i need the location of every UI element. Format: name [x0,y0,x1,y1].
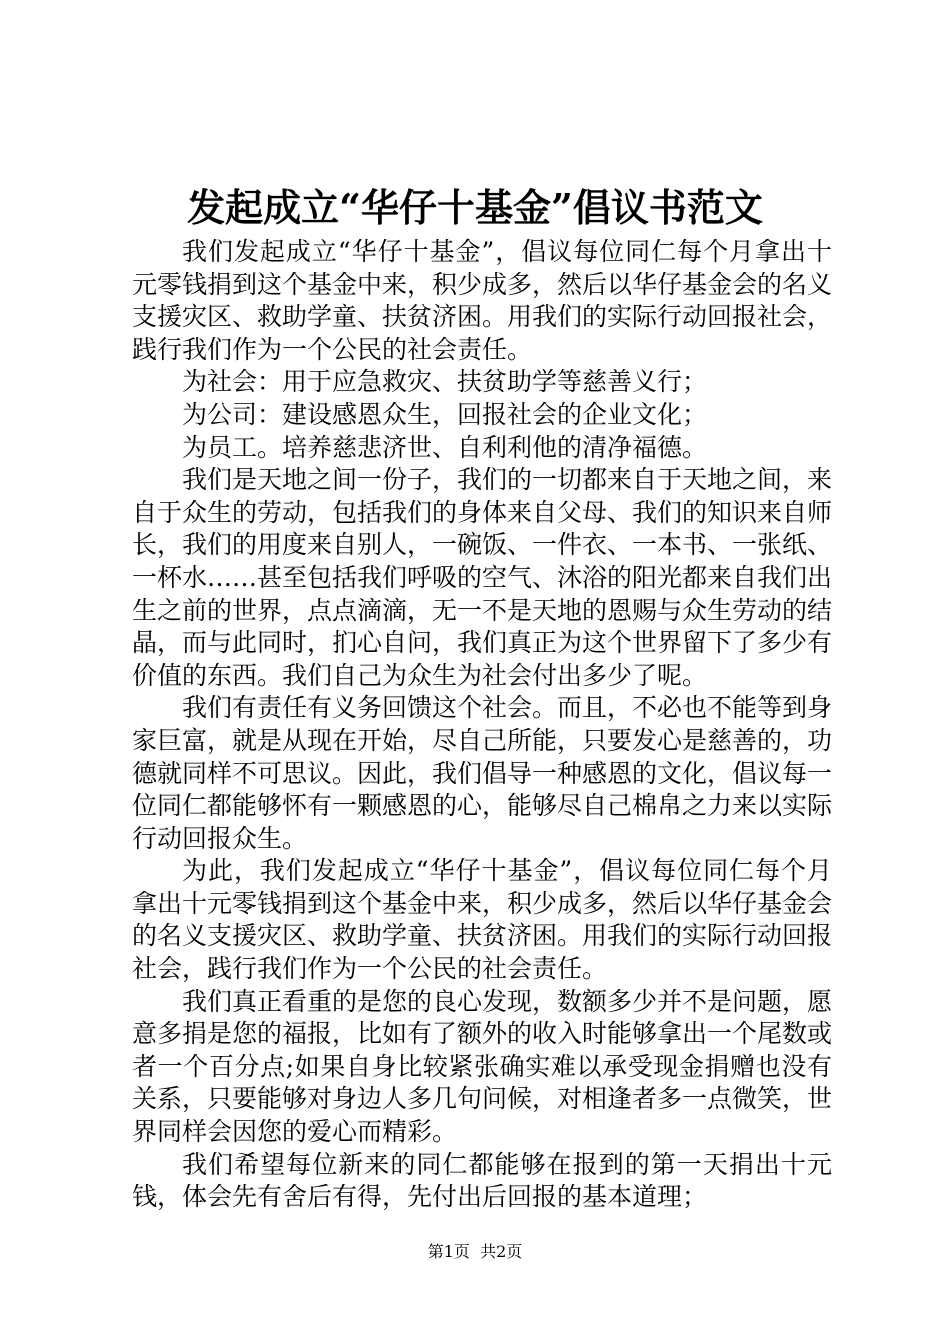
page-total: 共2页 [480,1242,523,1261]
paragraph: 我们真正看重的是您的良心发现，数额多少并不是问题，愿意多捐是您的福报，比如有了额外的收入时能够拿出一个尾数或者一个百分点;如果自身比较紧张确实难以承受现金捐赠也没有关系，只要能够对身边人多几句问候，对相逢者多一点微笑，世界同样会因您的爱心而精彩。 [132,986,833,1147]
paragraph: 我们发起成立“华仔十基金”，倡议每位同仁每个月拿出十元零钱捐到这个基金中来，积少成多，然后以华仔基金会的名义支援灾区、救助学童、扶贫济困。用我们的实际行动回报社会，践行我们作为一个公民的社会责任。 [132,237,833,364]
paragraph: 为公司：建设感恩众生，回报社会的企业文化； [182,399,708,429]
paragraph: 为社会：用于应急救灾、扶贫助学等慈善义行； [182,367,708,397]
document-title: 发起成立“华仔十基金”倡议书范文 [187,185,763,230]
paragraph: 我们有责任有义务回馈这个社会。而且，不必也不能等到身家巨富，就是从现在开始，尽自己所能，只要发心是慈善的，功德就同样不可思议。因此，我们倡导一种感恩的文化，倡议每一位同仁都能够怀有一颗感恩的心，能够尽自己棉帛之力来以实际行动回报众生。 [132,693,833,853]
document-body [132,236,832,1214]
paragraph: 为此，我们发起成立“华仔十基金”，倡议每位同仁每个月拿出十元零钱捐到这个基金中来，积少成多，然后以华仔基金会的名义支援灾区、救助学童、扶贫济困。用我们的实际行动回报社会，践行我们作为一个公民的社会责任。 [132,856,833,984]
paragraph: 我们希望每位新来的同仁都能够在报到的第一天捐出十元钱，体会先有舍后有得，先付出后回报的基本道理； [132,1149,832,1212]
page-footer [0,1242,950,1262]
page-number: 第1页 [427,1242,470,1261]
paragraph: 为员工。培养慈悲济世、自利利他的清净福德。 [182,432,708,462]
paragraph: 我们是天地之间一份子，我们的一切都来自于天地之间，来自于众生的劳动，包括我们的身体来自父母、我们的知识来自师长，我们的用度来自别人，一碗饭、一件衣、一本书、一张纸、一杯水……甚至包括我们呼吸的空气、沐浴的阳光都来自我们出生之前的世界，点点滴滴，无一不是天地的恩赐与众生劳动的结晶，而与此同时，扪心自问，我们真正为这个世界留下了多少有价值的东西。我们自己为众生为社会付出多少了呢。 [132,465,833,690]
